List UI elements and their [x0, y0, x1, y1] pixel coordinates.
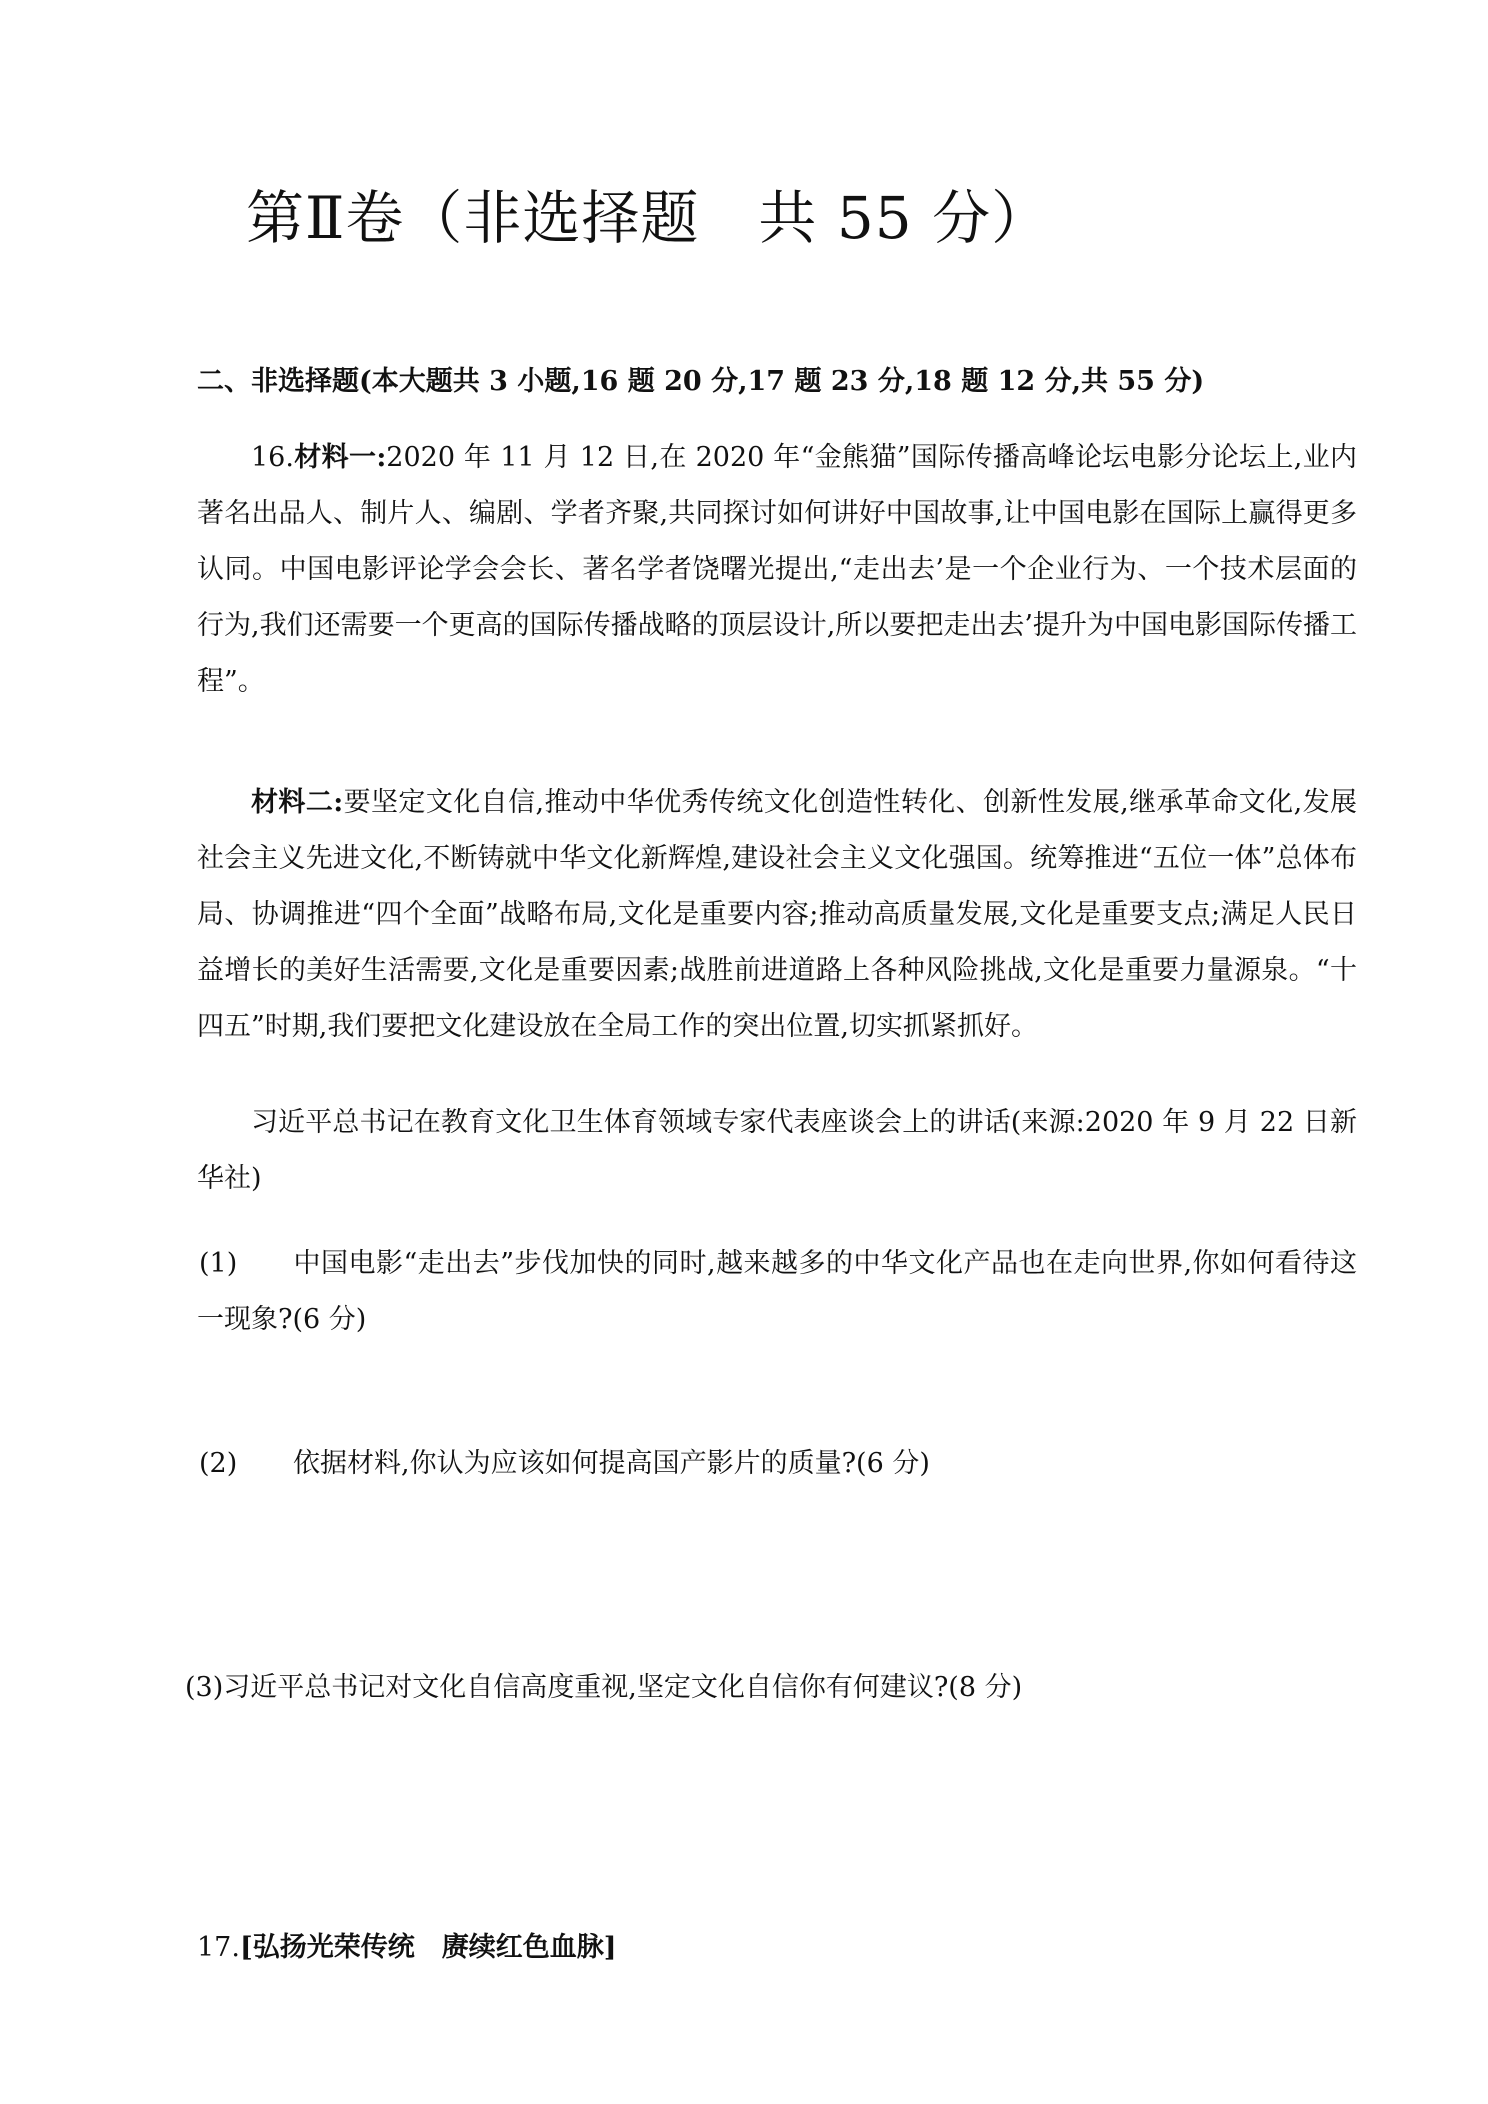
q17-heading — [197, 1928, 617, 1968]
material-one-text: 2020 年 11 月 12 日,在 2020 年“金熊猫”国际传播高峰论坛电影分论坛上,业内著名出品人、制片人、编剧、学者齐聚,共同探讨如何讲好中国故事,让中国电影在国际上赢得更多认同。中国电影评论学会会长、著名学者饶曙光提出,“走出去’是一个企业行为、一个技术层面的行为,我们还需要一个更高的国际传播战略的顶层设计,所以要把走出去’提升为中国电影国际传播工程”。 — [197, 442, 1357, 697]
q17-topic: [弘扬光荣传统 赓续红色血脉] — [239, 1932, 617, 1963]
q16-subquestion-1 — [197, 1236, 1357, 1348]
part-title: 第Ⅱ卷（非选择题 共 55 分） — [246, 184, 1051, 252]
q16-material-two — [197, 775, 1357, 1055]
subquestion-text: 习近平总书记对文化自信高度重视,坚定文化自信你有何建议?(8 分) — [223, 1672, 1023, 1703]
material-two-label: 材料二: — [251, 787, 344, 818]
q16-subquestion-3 — [185, 1660, 1345, 1716]
subquestion-text: 依据材料,你认为应该如何提高国产影片的质量?(6 分) — [293, 1448, 930, 1479]
material-one-label: 材料一: — [293, 442, 387, 473]
q16-material-one — [197, 430, 1357, 710]
subquestion-number: (1) — [199, 1248, 238, 1279]
q16-subquestion-2 — [197, 1436, 1357, 1492]
subquestion-text: 中国电影“走出去”步伐加快的同时,越来越多的中华文化产品也在走向世界,你如何看待这一现象?(6 分) — [197, 1248, 1357, 1335]
q17-number: 17. — [197, 1932, 240, 1963]
material-source: 习近平总书记在教育文化卫生体育领域专家代表座谈会上的讲话(来源:2020 年 9 月 22 日新华社) — [197, 1107, 1357, 1194]
subquestion-number: (2) — [199, 1448, 238, 1479]
section-heading: 二、非选择题(本大题共 3 小题,16 题 20 分,17 题 23 分,18 题 12 分,共 55 分) — [197, 366, 1205, 397]
material-two-text: 要坚定文化自信,推动中华优秀传统文化创造性转化、创新性发展,继承革命文化,发展社会主义先进文化,不断铸就中华文化新辉煌,建设社会主义文化强国。统筹推进“五位一体”总体布局、协调推进“四个全面”战略布局,文化是重要内容;推动高质量发展,文化是重要支点;满足人民日益增长的美好生活需要,文化是重要因素;战胜前进道路上各种风险挑战,文化是重要力量源泉。“十四五”时期,我们要把文化建设放在全局工作的突出位置,切实抓紧抓好。 — [197, 787, 1357, 1042]
q16-number: 16. — [251, 442, 294, 473]
subquestion-number: (3) — [185, 1672, 224, 1703]
